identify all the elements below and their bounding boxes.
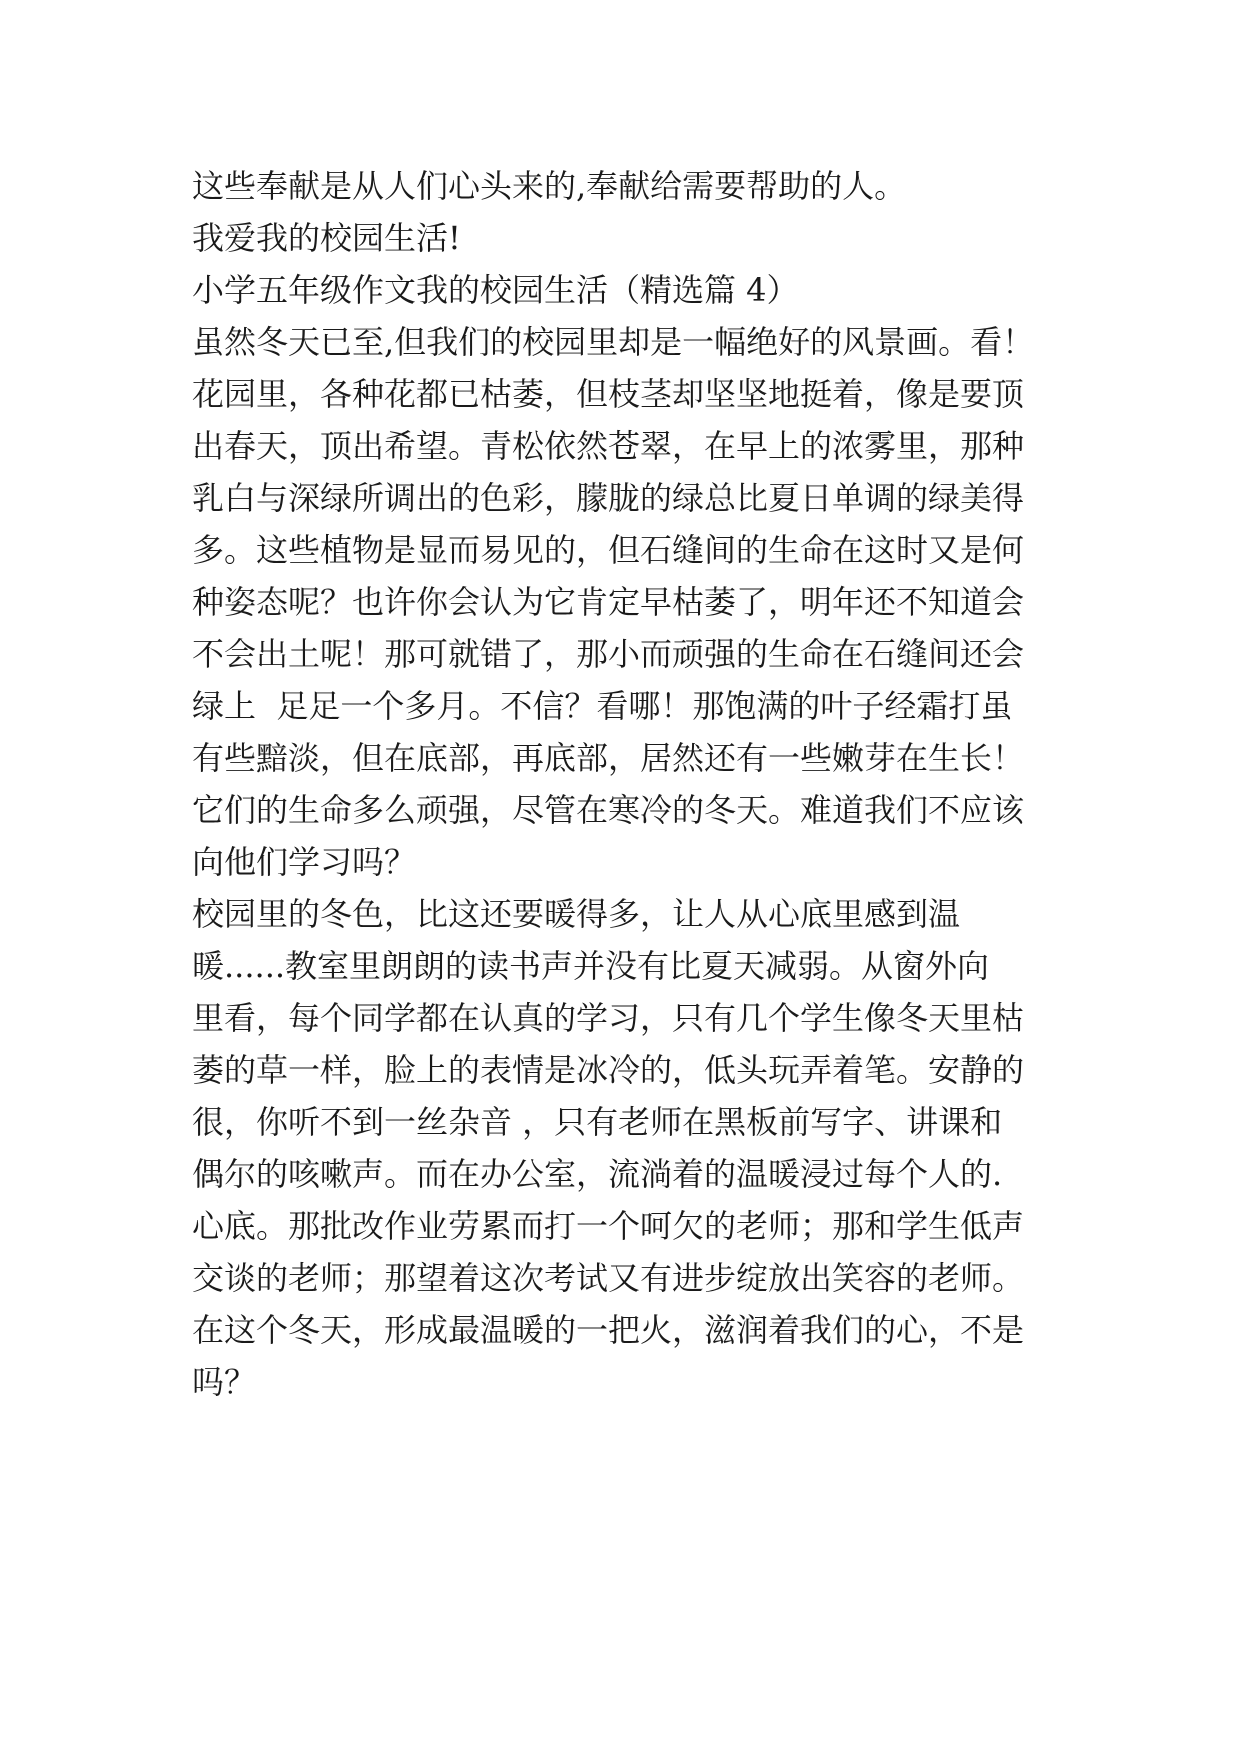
text-line: 向他们学习吗？ [192, 843, 417, 881]
text-line: 这些奉献是从人们心头来的,奉献给需要帮助的人。 [192, 167, 907, 205]
essay-body [192, 160, 1072, 1408]
text-line: 花园里，各种花都已枯萎，但枝茎却坚坚地挺着，像是要顶 [192, 375, 1025, 413]
text-line: 虽然冬天已至,但我们的校园里却是一幅绝好的风景画。看！ [192, 323, 1035, 361]
text-line: 它们的生命多么顽强，尽管在寒冷的冬天。难道我们不应该 [192, 791, 1025, 829]
text-line: 暖......教室里朗朗的读书声并没有比夏天减弱。从窗外向 [192, 947, 990, 985]
text-line: 绿上 足足一个多月。不信？看哪！那饱满的叶子经霜打虽 [192, 687, 1013, 725]
text-line: 不会出土呢！那可就错了，那小而顽强的生命在石缝间还会 [192, 635, 1025, 673]
text-line: 出春天，顶出希望。青松依然苍翠，在早上的浓雾里，那种 [192, 427, 1025, 465]
text-line: 在这个冬天，形成最温暖的一把火，滋润着我们的心，不是 [192, 1311, 1025, 1349]
text-line: 种姿态呢？也许你会认为它肯定早枯萎了，明年还不知道会 [192, 583, 1025, 621]
text-line: 校园里的冬色，比这还要暖得多，让人从心底里感到温 [192, 895, 961, 933]
text-line: 偶尔的咳嗽声。而在办公室，流淌着的温暖浸过每个人的. [192, 1155, 1003, 1193]
text-line: 里看，每个同学都在认真的学习，只有几个学生像冬天里枯 [192, 999, 1025, 1037]
text-line: 萎的草一样，脸上的表情是冰冷的，低头玩弄着笔。安静的 [192, 1051, 1025, 1089]
text-line: 交谈的老师；那望着这次考试又有进步绽放出笑容的老师。 [192, 1259, 1025, 1297]
text-line: 有些黯淡，但在底部，再底部，居然还有一些嫩芽在生长！ [192, 739, 1025, 777]
text-line: 我爱我的校园生活! [192, 219, 461, 257]
text-line: 心底。那批改作业劳累而打一个呵欠的老师；那和学生低声 [192, 1207, 1025, 1245]
text-line: 很，你听不到一丝杂音 ，只有老师在黑板前写字、讲课和 [192, 1103, 1003, 1141]
text-line: 多。这些植物是显而易见的，但石缝间的生命在这时又是何 [192, 531, 1025, 569]
text-line: 乳白与深绿所调出的色彩，朦胧的绿总比夏日单调的绿美得 [192, 479, 1025, 517]
section-heading: 小学五年级作文我的校园生活（精选篇 4） [192, 271, 799, 309]
text-line: 吗？ [192, 1363, 257, 1401]
